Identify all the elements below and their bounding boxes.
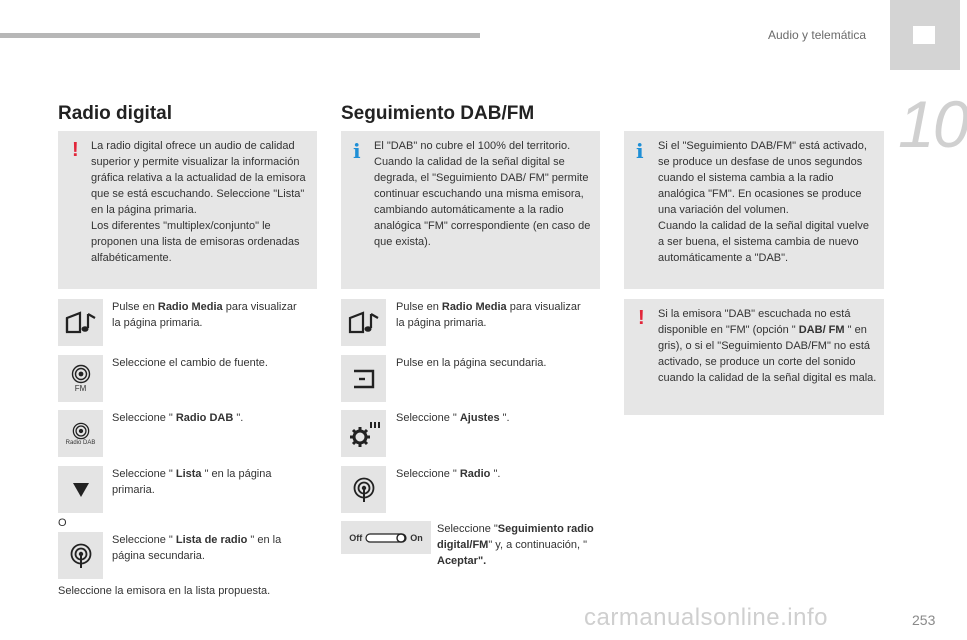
- radio-dab-caption: Radio DAB: [65, 439, 96, 446]
- info-icon: i: [353, 139, 361, 163]
- radio-digital-note-text: La radio digital ofrece un audio de calidad superior y permite visualizar la información gráfica relativa a la actualidad de la emisora que se está escuchando. Seleccione "Lista" en la página primaria. Los diferentes "multiplex/conjunto" le proponen una lista de emisoras ordenadas alfabéticamente.: [91, 140, 306, 264]
- left-step-radio-media: Pulse en Radio Media para visualizar la página primaria.: [112, 301, 297, 329]
- secondary-page-icon: [341, 355, 386, 402]
- mid-step-settings: Seleccione " Ajustes ".: [396, 412, 510, 424]
- section-title: Audio y telemática: [768, 28, 867, 42]
- radio-digital-title: Radio digital: [58, 103, 172, 124]
- dab-fm-title: Seguimiento DAB/FM: [341, 103, 535, 124]
- chapter-tab-marker: [913, 26, 935, 44]
- radio-media-icon: [58, 299, 103, 346]
- left-final-step: Seleccione la emisora en la lista propuesta.: [58, 585, 271, 597]
- radio-digital-note: [58, 131, 317, 289]
- radio-antenna-icon: [341, 466, 386, 513]
- warning-icon-2: !: [638, 307, 645, 329]
- left-step-radio-list: Seleccione " Lista de radio " en la página secundaria.: [112, 534, 282, 562]
- settings-gear-icon: [341, 410, 386, 457]
- radio-dab-icon: [58, 410, 103, 457]
- mid-step-dab-fm-tracking: Seleccione "Seguimiento radio digital/FM" y, a continuación, " Aceptar".: [437, 523, 594, 567]
- left-step-list: Seleccione " Lista " en la página primaria.: [112, 468, 272, 496]
- tracking-info-note-text: Si el "Seguimiento DAB/FM" está activado, se produce un desfase de unos segundos cuando el sistema cambia a la radio analógica "FM". En ocasiones se produce una variación del volumen. Cuando la calidad de la señal digital vuelve a ser buena, el sistema cambia de nuevo automáticamente a "DAB".: [658, 140, 869, 264]
- radio-list-icon: [58, 532, 103, 579]
- header-rule: [0, 33, 480, 38]
- toggle-off-label: Off: [349, 532, 363, 543]
- page-number: 253: [912, 612, 936, 628]
- mid-step-radio: Seleccione " Radio ".: [396, 468, 501, 480]
- off-on-toggle: [341, 521, 431, 554]
- radio-media-icon-2: [341, 299, 386, 346]
- dab-fm-note: [341, 131, 600, 289]
- chapter-number: 10: [898, 87, 967, 161]
- warning-icon: !: [72, 139, 79, 161]
- or-label: O: [58, 517, 67, 529]
- signal-warning-note-text: Si la emisora "DAB" escuchada no está disponible en "FM" (opción " DAB/ FM " en gris), o si el "Seguimiento DAB/FM" no está activado, se produce un corte del sonido cuando la calidad de la señal digital es mala.: [658, 308, 877, 384]
- source-fm-icon: [58, 355, 103, 402]
- watermark: carmanualsonline.info: [584, 604, 828, 631]
- left-step-change-source: Seleccione el cambio de fuente.: [112, 357, 268, 369]
- fm-caption: FM: [74, 384, 87, 393]
- mid-step-secondary-page: Pulse en la página secundaria.: [396, 357, 547, 369]
- tracking-info-note: [624, 131, 884, 289]
- left-step-radio-dab: Seleccione " Radio DAB ".: [112, 412, 244, 424]
- info-icon-2: i: [636, 139, 644, 163]
- mid-step-radio-media: Pulse en Radio Media para visualizar la página primaria.: [396, 301, 581, 329]
- signal-warning-note: [624, 299, 884, 415]
- dab-fm-note-text: El "DAB" no cubre el 100% del territorio. Cuando la calidad de la señal digital se degrada, el "Seguimiento DAB/ FM" permite continuar escuchando una misma emisora, cambiando automáticamente a la radio analógica "FM" correspondiente (en caso de que exista).: [374, 140, 591, 248]
- list-down-icon: [58, 466, 103, 513]
- toggle-on-label: On: [410, 532, 423, 543]
